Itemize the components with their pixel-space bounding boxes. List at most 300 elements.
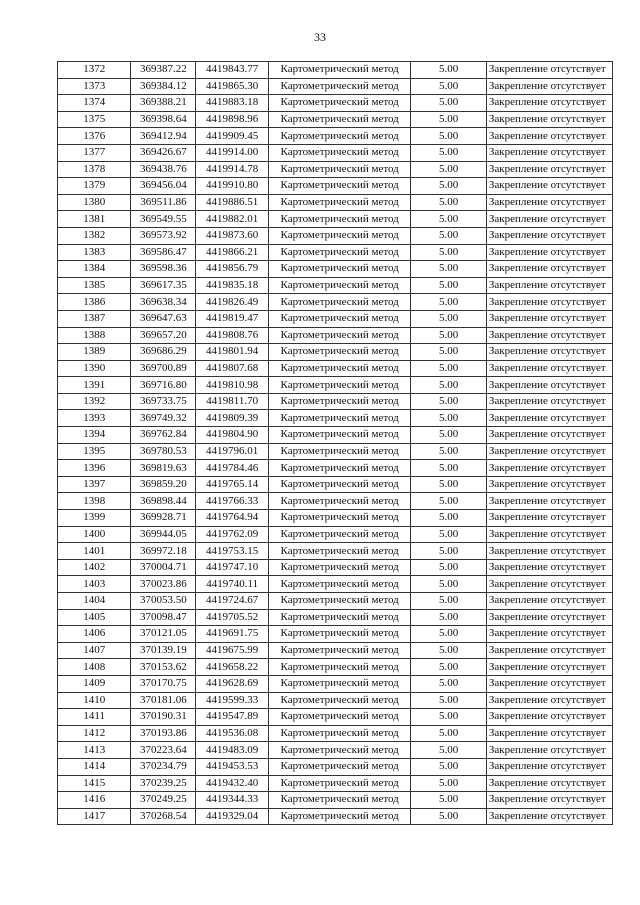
table-row [58, 244, 613, 261]
precision-cell: 5.00 [411, 194, 486, 211]
precision-cell: 5.00 [411, 95, 486, 112]
coord-x-cell: 369928.71 [131, 510, 196, 527]
precision-cell: 5.00 [411, 460, 486, 477]
method-cell: Картометрический метод [268, 808, 411, 825]
table-row [58, 476, 613, 493]
table-row [58, 62, 613, 79]
point-number-cell: 1393 [58, 410, 131, 427]
table-row [58, 78, 613, 95]
precision-cell: 5.00 [411, 211, 486, 228]
coord-x-cell: 370268.54 [131, 808, 196, 825]
fixing-cell: Закрепление отсутствует [486, 526, 612, 543]
fixing-cell: Закрепление отсутствует [486, 626, 612, 643]
coord-y-cell: 4419658.22 [196, 659, 268, 676]
precision-cell: 5.00 [411, 294, 486, 311]
table-row [58, 443, 613, 460]
method-cell: Картометрический метод [268, 593, 411, 610]
coord-y-cell: 4419766.33 [196, 493, 268, 510]
method-cell: Картометрический метод [268, 675, 411, 692]
coord-x-cell: 370193.86 [131, 725, 196, 742]
fixing-cell: Закрепление отсутствует [486, 62, 612, 79]
fixing-cell: Закрепление отсутствует [486, 576, 612, 593]
fixing-cell: Закрепление отсутствует [486, 493, 612, 510]
point-number-cell: 1394 [58, 427, 131, 444]
method-cell: Картометрический метод [268, 493, 411, 510]
point-number-cell: 1395 [58, 443, 131, 460]
method-cell: Картометрический метод [268, 128, 411, 145]
coord-x-cell: 369733.75 [131, 393, 196, 410]
table-row [58, 393, 613, 410]
coord-x-cell: 369716.80 [131, 377, 196, 394]
point-number-cell: 1399 [58, 510, 131, 527]
table-row [58, 410, 613, 427]
coord-x-cell: 370121.05 [131, 626, 196, 643]
coord-x-cell: 370190.31 [131, 709, 196, 726]
precision-cell: 5.00 [411, 725, 486, 742]
coord-y-cell: 4419898.96 [196, 111, 268, 128]
fixing-cell: Закрепление отсутствует [486, 443, 612, 460]
fixing-cell: Закрепление отсутствует [486, 277, 612, 294]
coord-y-cell: 4419453.53 [196, 758, 268, 775]
point-number-cell: 1392 [58, 393, 131, 410]
fixing-cell: Закрепление отсутствует [486, 211, 612, 228]
coord-y-cell: 4419914.78 [196, 161, 268, 178]
fixing-cell: Закрепление отсутствует [486, 675, 612, 692]
point-number-cell: 1408 [58, 659, 131, 676]
precision-cell: 5.00 [411, 327, 486, 344]
coord-x-cell: 369657.20 [131, 327, 196, 344]
precision-cell: 5.00 [411, 78, 486, 95]
table-row [58, 227, 613, 244]
table-row [58, 95, 613, 112]
coord-x-cell: 369573.92 [131, 227, 196, 244]
coord-x-cell: 370139.19 [131, 642, 196, 659]
method-cell: Картометрический метод [268, 244, 411, 261]
coord-x-cell: 369387.22 [131, 62, 196, 79]
coord-y-cell: 4419801.94 [196, 344, 268, 361]
precision-cell: 5.00 [411, 244, 486, 261]
point-number-cell: 1398 [58, 493, 131, 510]
table-row [58, 294, 613, 311]
precision-cell: 5.00 [411, 62, 486, 79]
point-number-cell: 1375 [58, 111, 131, 128]
coord-x-cell: 369388.21 [131, 95, 196, 112]
coord-x-cell: 369780.53 [131, 443, 196, 460]
point-number-cell: 1401 [58, 543, 131, 560]
method-cell: Картометрический метод [268, 393, 411, 410]
fixing-cell: Закрепление отсутствует [486, 111, 612, 128]
method-cell: Картометрический метод [268, 443, 411, 460]
table-row [58, 427, 613, 444]
point-number-cell: 1397 [58, 476, 131, 493]
coord-y-cell: 4419691.75 [196, 626, 268, 643]
coord-x-cell: 369617.35 [131, 277, 196, 294]
coord-y-cell: 4419747.10 [196, 559, 268, 576]
coord-y-cell: 4419810.98 [196, 377, 268, 394]
fixing-cell: Закрепление отсутствует [486, 194, 612, 211]
precision-cell: 5.00 [411, 493, 486, 510]
coord-x-cell: 369944.05 [131, 526, 196, 543]
fixing-cell: Закрепление отсутствует [486, 360, 612, 377]
point-number-cell: 1404 [58, 593, 131, 610]
point-number-cell: 1388 [58, 327, 131, 344]
coord-y-cell: 4419599.33 [196, 692, 268, 709]
fixing-cell: Закрепление отсутствует [486, 725, 612, 742]
point-number-cell: 1411 [58, 709, 131, 726]
table-row [58, 460, 613, 477]
coord-y-cell: 4419705.52 [196, 609, 268, 626]
method-cell: Картометрический метод [268, 62, 411, 79]
fixing-cell: Закрепление отсутствует [486, 327, 612, 344]
precision-cell: 5.00 [411, 377, 486, 394]
coord-x-cell: 369426.67 [131, 144, 196, 161]
coord-y-cell: 4419628.69 [196, 675, 268, 692]
fixing-cell: Закрепление отсутствует [486, 659, 612, 676]
table-row [58, 144, 613, 161]
coord-x-cell: 369384.12 [131, 78, 196, 95]
coord-x-cell: 369762.84 [131, 427, 196, 444]
coord-x-cell: 369749.32 [131, 410, 196, 427]
method-cell: Картометрический метод [268, 642, 411, 659]
coord-y-cell: 4419807.68 [196, 360, 268, 377]
method-cell: Картометрический метод [268, 211, 411, 228]
coord-y-cell: 4419675.99 [196, 642, 268, 659]
coord-y-cell: 4419866.21 [196, 244, 268, 261]
coord-x-cell: 369819.63 [131, 460, 196, 477]
precision-cell: 5.00 [411, 675, 486, 692]
coord-y-cell: 4419909.45 [196, 128, 268, 145]
point-number-cell: 1387 [58, 310, 131, 327]
coord-x-cell: 369898.44 [131, 493, 196, 510]
method-cell: Картометрический метод [268, 360, 411, 377]
table-row [58, 709, 613, 726]
point-number-cell: 1381 [58, 211, 131, 228]
coord-y-cell: 4419740.11 [196, 576, 268, 593]
precision-cell: 5.00 [411, 277, 486, 294]
coord-y-cell: 4419483.09 [196, 742, 268, 759]
fixing-cell: Закрепление отсутствует [486, 593, 612, 610]
method-cell: Картометрический метод [268, 78, 411, 95]
coord-y-cell: 4419536.08 [196, 725, 268, 742]
method-cell: Картометрический метод [268, 194, 411, 211]
fixing-cell: Закрепление отсутствует [486, 758, 612, 775]
precision-cell: 5.00 [411, 427, 486, 444]
method-cell: Картометрический метод [268, 526, 411, 543]
precision-cell: 5.00 [411, 476, 486, 493]
point-number-cell: 1405 [58, 609, 131, 626]
fixing-cell: Закрепление отсутствует [486, 178, 612, 195]
precision-cell: 5.00 [411, 161, 486, 178]
coord-x-cell: 370181.06 [131, 692, 196, 709]
coord-y-cell: 4419856.79 [196, 261, 268, 278]
method-cell: Картометрический метод [268, 758, 411, 775]
method-cell: Картометрический метод [268, 294, 411, 311]
coord-x-cell: 369598.36 [131, 261, 196, 278]
coord-x-cell: 369412.94 [131, 128, 196, 145]
precision-cell: 5.00 [411, 144, 486, 161]
coord-x-cell: 369972.18 [131, 543, 196, 560]
fixing-cell: Закрепление отсутствует [486, 792, 612, 809]
coord-x-cell: 369438.76 [131, 161, 196, 178]
method-cell: Картометрический метод [268, 775, 411, 792]
point-number-cell: 1400 [58, 526, 131, 543]
coord-y-cell: 4419826.49 [196, 294, 268, 311]
precision-cell: 5.00 [411, 310, 486, 327]
precision-cell: 5.00 [411, 344, 486, 361]
precision-cell: 5.00 [411, 593, 486, 610]
method-cell: Картометрический метод [268, 227, 411, 244]
coord-x-cell: 370234.79 [131, 758, 196, 775]
precision-cell: 5.00 [411, 576, 486, 593]
table-row [58, 593, 613, 610]
precision-cell: 5.00 [411, 742, 486, 759]
precision-cell: 5.00 [411, 659, 486, 676]
fixing-cell: Закрепление отсутствует [486, 642, 612, 659]
point-number-cell: 1385 [58, 277, 131, 294]
coord-y-cell: 4419873.60 [196, 227, 268, 244]
method-cell: Картометрический метод [268, 410, 411, 427]
coord-x-cell: 369686.29 [131, 344, 196, 361]
table-row [58, 277, 613, 294]
precision-cell: 5.00 [411, 410, 486, 427]
point-number-cell: 1403 [58, 576, 131, 593]
coord-x-cell: 369859.20 [131, 476, 196, 493]
method-cell: Картометрический метод [268, 344, 411, 361]
fixing-cell: Закрепление отсутствует [486, 244, 612, 261]
coordinates-table [57, 61, 613, 825]
method-cell: Картометрический метод [268, 161, 411, 178]
coord-x-cell: 370239.25 [131, 775, 196, 792]
fixing-cell: Закрепление отсутствует [486, 410, 612, 427]
precision-cell: 5.00 [411, 543, 486, 560]
method-cell: Картометрический метод [268, 792, 411, 809]
point-number-cell: 1374 [58, 95, 131, 112]
table-row [58, 659, 613, 676]
precision-cell: 5.00 [411, 526, 486, 543]
coord-x-cell: 369549.55 [131, 211, 196, 228]
precision-cell: 5.00 [411, 443, 486, 460]
fixing-cell: Закрепление отсутствует [486, 377, 612, 394]
fixing-cell: Закрепление отсутствует [486, 344, 612, 361]
coord-y-cell: 4419843.77 [196, 62, 268, 79]
method-cell: Картометрический метод [268, 742, 411, 759]
fixing-cell: Закрепление отсутствует [486, 543, 612, 560]
method-cell: Картометрический метод [268, 476, 411, 493]
point-number-cell: 1376 [58, 128, 131, 145]
point-number-cell: 1417 [58, 808, 131, 825]
table-row [58, 758, 613, 775]
method-cell: Картометрический метод [268, 277, 411, 294]
coord-x-cell: 370053.50 [131, 593, 196, 610]
coord-x-cell: 369398.64 [131, 111, 196, 128]
point-number-cell: 1383 [58, 244, 131, 261]
coord-y-cell: 4419910.80 [196, 178, 268, 195]
precision-cell: 5.00 [411, 709, 486, 726]
coord-y-cell: 4419886.51 [196, 194, 268, 211]
method-cell: Картометрический метод [268, 310, 411, 327]
fixing-cell: Закрепление отсутствует [486, 78, 612, 95]
precision-cell: 5.00 [411, 609, 486, 626]
table-row [58, 609, 613, 626]
point-number-cell: 1391 [58, 377, 131, 394]
table-row [58, 725, 613, 742]
precision-cell: 5.00 [411, 792, 486, 809]
precision-cell: 5.00 [411, 510, 486, 527]
table-row [58, 510, 613, 527]
point-number-cell: 1372 [58, 62, 131, 79]
point-number-cell: 1410 [58, 692, 131, 709]
point-number-cell: 1416 [58, 792, 131, 809]
table-row [58, 111, 613, 128]
point-number-cell: 1382 [58, 227, 131, 244]
method-cell: Картометрический метод [268, 178, 411, 195]
coordinates-table-body [58, 62, 613, 825]
fixing-cell: Закрепление отсутствует [486, 144, 612, 161]
method-cell: Картометрический метод [268, 576, 411, 593]
precision-cell: 5.00 [411, 808, 486, 825]
table-row [58, 178, 613, 195]
coord-y-cell: 4419835.18 [196, 277, 268, 294]
fixing-cell: Закрепление отсутствует [486, 128, 612, 145]
fixing-cell: Закрепление отсутствует [486, 227, 612, 244]
fixing-cell: Закрепление отсутствует [486, 742, 612, 759]
table-row [58, 692, 613, 709]
fixing-cell: Закрепление отсутствует [486, 310, 612, 327]
coord-y-cell: 4419762.09 [196, 526, 268, 543]
point-number-cell: 1402 [58, 559, 131, 576]
precision-cell: 5.00 [411, 360, 486, 377]
precision-cell: 5.00 [411, 758, 486, 775]
table-row [58, 344, 613, 361]
table-row [58, 742, 613, 759]
coord-x-cell: 370170.75 [131, 675, 196, 692]
coord-x-cell: 370098.47 [131, 609, 196, 626]
method-cell: Картометрический метод [268, 327, 411, 344]
precision-cell: 5.00 [411, 559, 486, 576]
table-row [58, 261, 613, 278]
table-row [58, 310, 613, 327]
method-cell: Картометрический метод [268, 543, 411, 560]
fixing-cell: Закрепление отсутствует [486, 559, 612, 576]
coord-y-cell: 4419344.33 [196, 792, 268, 809]
point-number-cell: 1386 [58, 294, 131, 311]
coord-x-cell: 370153.62 [131, 659, 196, 676]
fixing-cell: Закрепление отсутствует [486, 95, 612, 112]
method-cell: Картометрический метод [268, 427, 411, 444]
point-number-cell: 1406 [58, 626, 131, 643]
fixing-cell: Закрепление отсутствует [486, 510, 612, 527]
point-number-cell: 1380 [58, 194, 131, 211]
fixing-cell: Закрепление отсутствует [486, 808, 612, 825]
table-row [58, 327, 613, 344]
point-number-cell: 1415 [58, 775, 131, 792]
table-row [58, 211, 613, 228]
precision-cell: 5.00 [411, 111, 486, 128]
method-cell: Картометрический метод [268, 659, 411, 676]
coord-y-cell: 4419764.94 [196, 510, 268, 527]
fixing-cell: Закрепление отсутствует [486, 609, 612, 626]
coord-y-cell: 4419784.46 [196, 460, 268, 477]
table-row [58, 576, 613, 593]
table-row [58, 642, 613, 659]
coord-y-cell: 4419432.40 [196, 775, 268, 792]
coord-y-cell: 4419809.39 [196, 410, 268, 427]
point-number-cell: 1414 [58, 758, 131, 775]
coord-y-cell: 4419883.18 [196, 95, 268, 112]
point-number-cell: 1413 [58, 742, 131, 759]
point-number-cell: 1407 [58, 642, 131, 659]
method-cell: Картометрический метод [268, 626, 411, 643]
coord-x-cell: 369511.86 [131, 194, 196, 211]
fixing-cell: Закрепление отсутствует [486, 460, 612, 477]
table-row [58, 626, 613, 643]
method-cell: Картометрический метод [268, 692, 411, 709]
method-cell: Картометрический метод [268, 460, 411, 477]
coord-y-cell: 4419765.14 [196, 476, 268, 493]
coord-y-cell: 4419914.00 [196, 144, 268, 161]
precision-cell: 5.00 [411, 393, 486, 410]
coord-y-cell: 4419811.70 [196, 393, 268, 410]
precision-cell: 5.00 [411, 775, 486, 792]
precision-cell: 5.00 [411, 178, 486, 195]
page-number: 33 [314, 30, 326, 44]
point-number-cell: 1379 [58, 178, 131, 195]
coord-y-cell: 4419882.01 [196, 211, 268, 228]
fixing-cell: Закрепление отсутствует [486, 161, 612, 178]
coord-x-cell: 369647.63 [131, 310, 196, 327]
point-number-cell: 1373 [58, 78, 131, 95]
coord-y-cell: 4419804.90 [196, 427, 268, 444]
coord-x-cell: 370223.64 [131, 742, 196, 759]
method-cell: Картометрический метод [268, 709, 411, 726]
coord-y-cell: 4419796.01 [196, 443, 268, 460]
table-row [58, 161, 613, 178]
precision-cell: 5.00 [411, 261, 486, 278]
precision-cell: 5.00 [411, 227, 486, 244]
fixing-cell: Закрепление отсутствует [486, 393, 612, 410]
fixing-cell: Закрепление отсутствует [486, 692, 612, 709]
coord-y-cell: 4419753.15 [196, 543, 268, 560]
table-row [58, 775, 613, 792]
point-number-cell: 1378 [58, 161, 131, 178]
table-row [58, 377, 613, 394]
fixing-cell: Закрепление отсутствует [486, 709, 612, 726]
method-cell: Картометрический метод [268, 559, 411, 576]
fixing-cell: Закрепление отсутствует [486, 476, 612, 493]
point-number-cell: 1377 [58, 144, 131, 161]
precision-cell: 5.00 [411, 128, 486, 145]
point-number-cell: 1412 [58, 725, 131, 742]
table-row [58, 543, 613, 560]
method-cell: Картометрический метод [268, 95, 411, 112]
precision-cell: 5.00 [411, 642, 486, 659]
table-row [58, 128, 613, 145]
method-cell: Картометрический метод [268, 510, 411, 527]
coord-x-cell: 369700.89 [131, 360, 196, 377]
coord-x-cell: 369586.47 [131, 244, 196, 261]
point-number-cell: 1389 [58, 344, 131, 361]
fixing-cell: Закрепление отсутствует [486, 427, 612, 444]
coord-y-cell: 4419808.76 [196, 327, 268, 344]
coord-y-cell: 4419865.30 [196, 78, 268, 95]
point-number-cell: 1396 [58, 460, 131, 477]
precision-cell: 5.00 [411, 692, 486, 709]
table-row [58, 559, 613, 576]
fixing-cell: Закрепление отсутствует [486, 261, 612, 278]
precision-cell: 5.00 [411, 626, 486, 643]
fixing-cell: Закрепление отсутствует [486, 294, 612, 311]
table-row [58, 808, 613, 825]
